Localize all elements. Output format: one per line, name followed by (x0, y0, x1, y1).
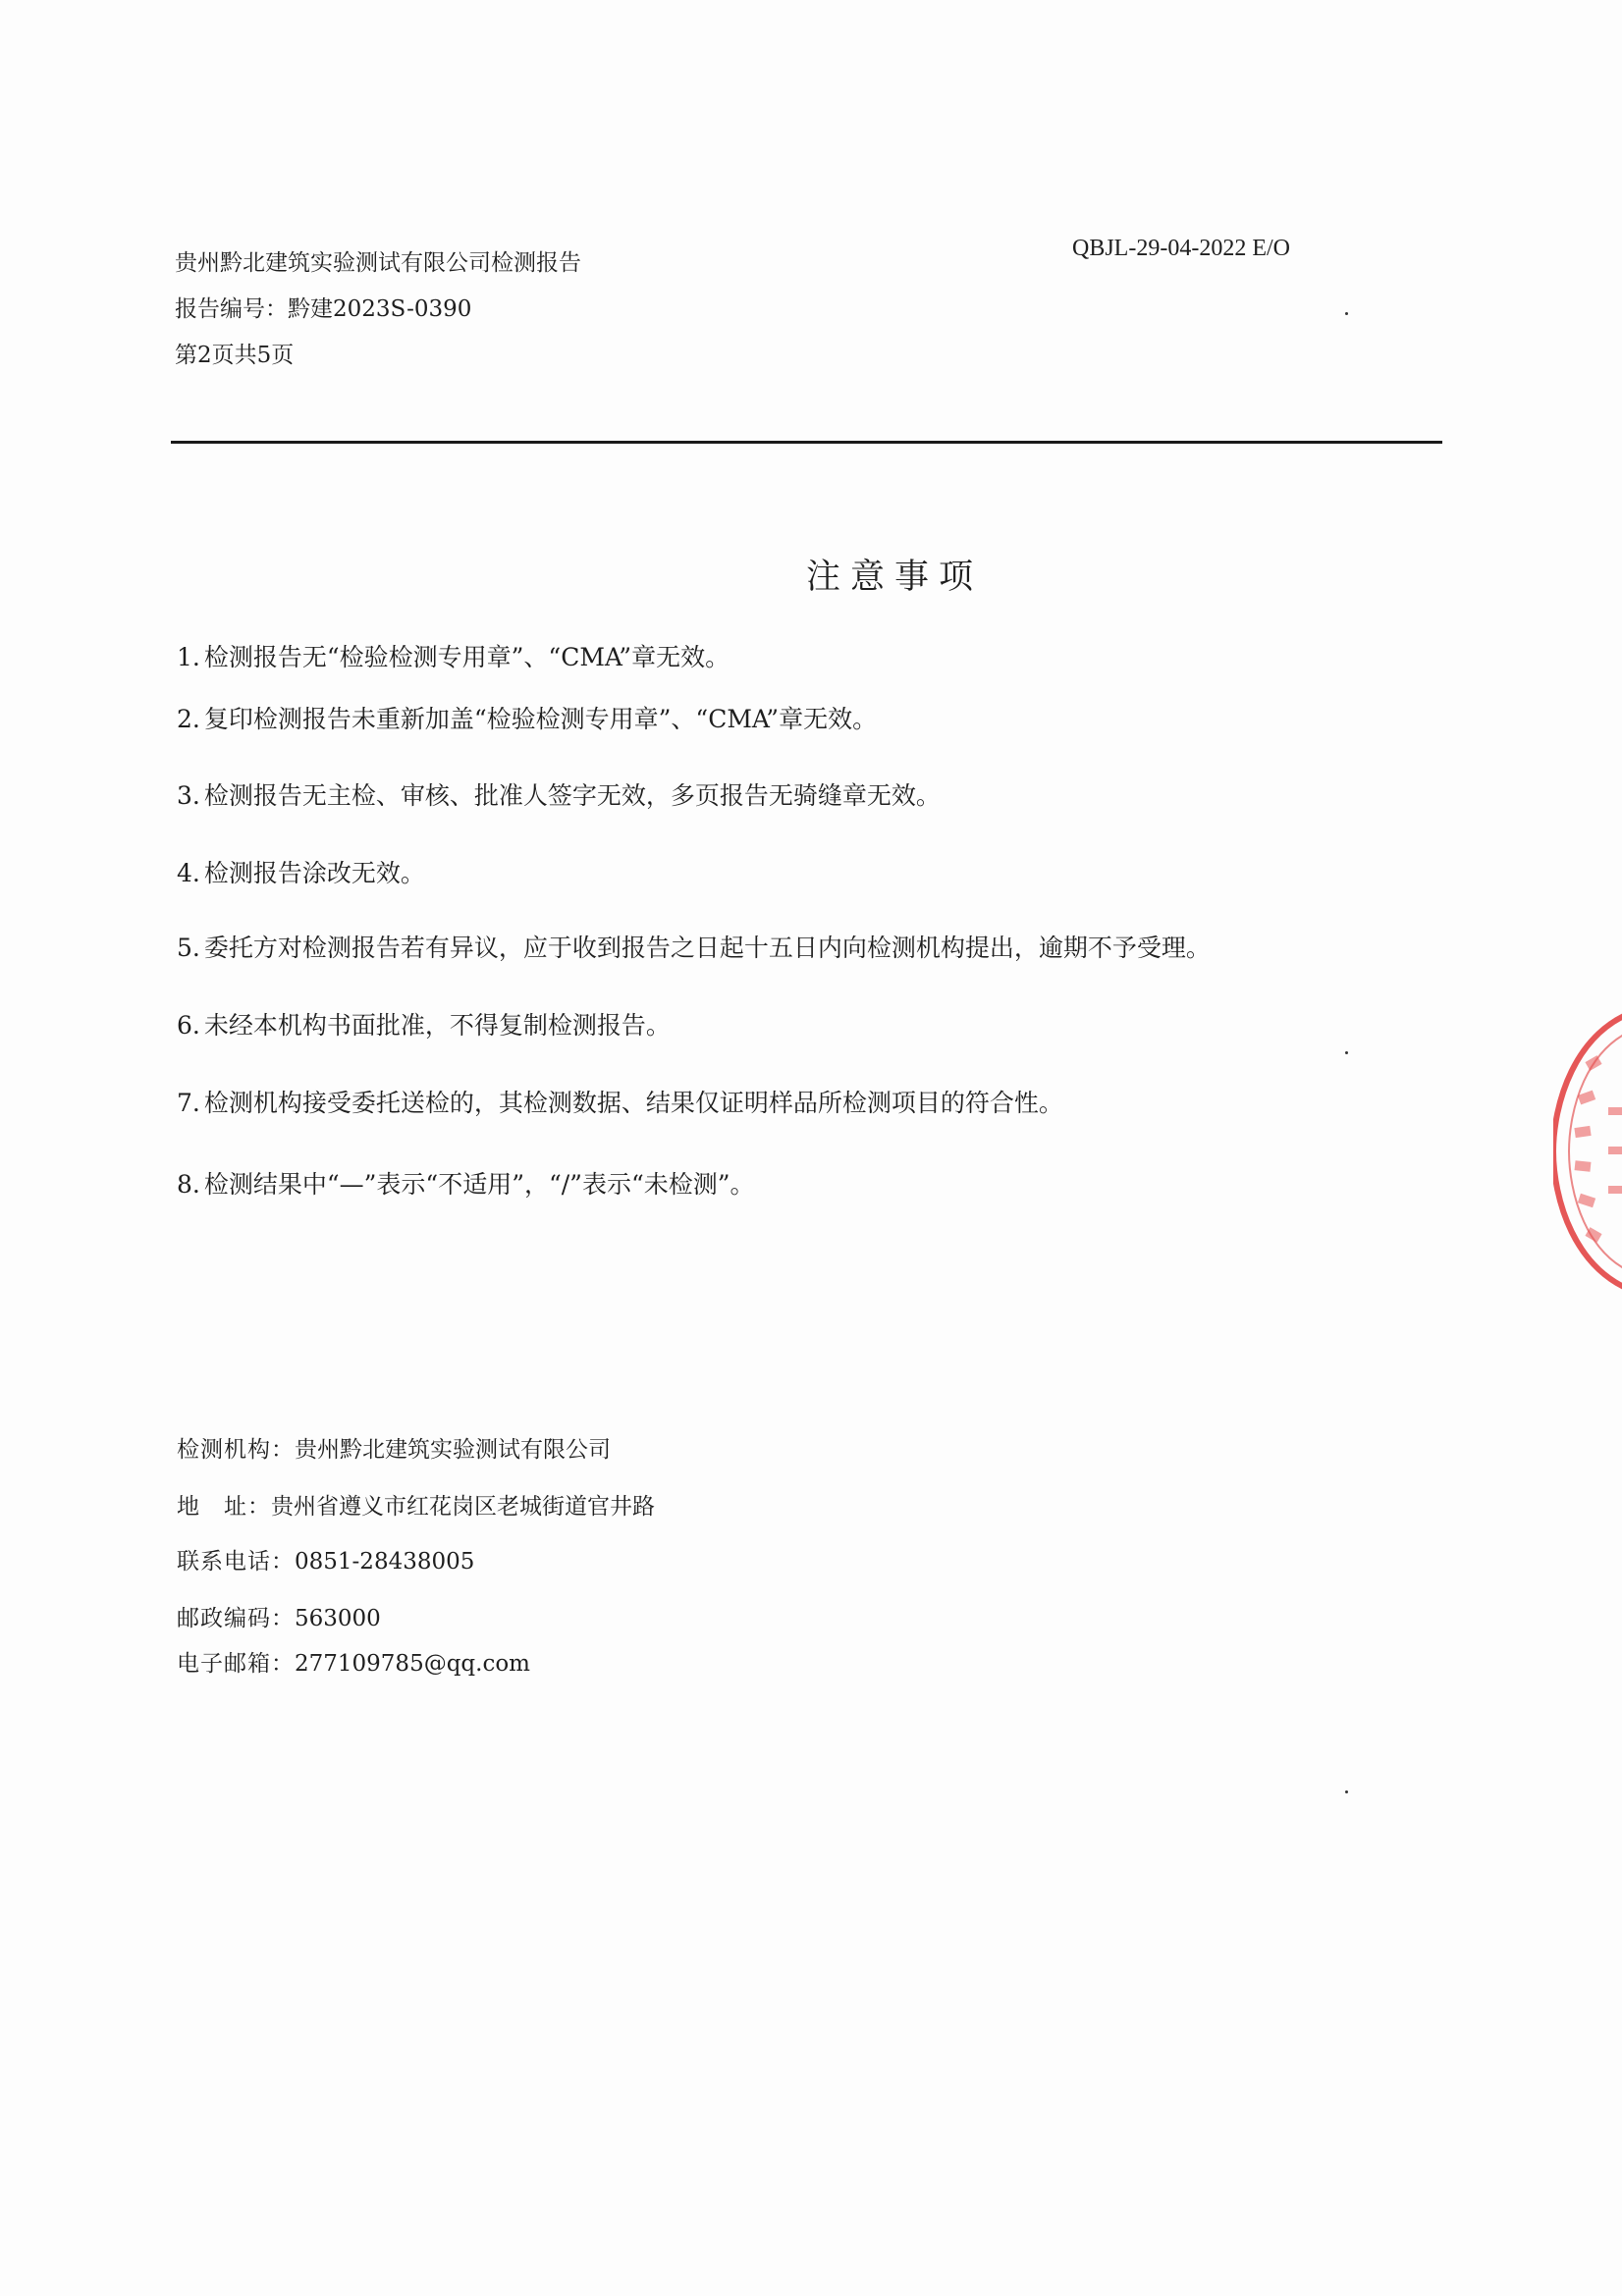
red-seal-stamp-icon (1553, 999, 1622, 1304)
notice-item: 7. 检测机构接受委托送检的，其检测数据、结果仅证明样品所检测项目的符合性。 (177, 1089, 1063, 1117)
page-info: 第2页共5页 (175, 343, 295, 368)
phone-row: 联系电话：0851-28438005 (177, 1549, 475, 1575)
report-number: 报告编号：黔建2023S-0390 (175, 296, 472, 322)
notice-item: 4. 检测报告涂改无效。 (177, 859, 425, 887)
notice-item: 3. 检测报告无主检、审核、批准人签字无效，多页报告无骑缝章无效。 (177, 781, 941, 810)
notice-item: 8. 检测结果中“—”表示“不适用”，“/”表示“未检测”。 (177, 1170, 755, 1199)
scan-speck (1345, 1051, 1348, 1054)
notice-item: 2. 复印检测报告未重新加盖“检验检测专用章”、“CMA”章无效。 (177, 705, 878, 733)
institution-row: 检测机构：贵州黔北建筑实验测试有限公司 (177, 1437, 611, 1463)
scan-speck (1345, 312, 1348, 315)
address-row: 地 址：贵州省遵义市红花岗区老城街道官井路 (177, 1494, 655, 1520)
page-title: 注意事项 (805, 558, 983, 597)
document-code: QBJL-29-04-2022 E/O (1072, 236, 1290, 261)
header-divider (171, 441, 1442, 444)
notice-item: 6. 未经本机构书面批准，不得复制检测报告。 (177, 1011, 671, 1040)
notice-item: 1. 检测报告无“检验检测专用章”、“CMA”章无效。 (177, 643, 730, 671)
email-row: 电子邮箱：277109785@qq.com (177, 1651, 530, 1677)
scan-speck (1345, 1790, 1348, 1793)
company-report-title: 贵州黔北建筑实验测试有限公司检测报告 (175, 250, 581, 276)
notice-item: 5. 委托方对检测报告若有异议，应于收到报告之日起十五日内向检测机构提出，逾期不予受理。 (177, 934, 1211, 962)
report-header (175, 240, 581, 379)
postcode-row: 邮政编码：563000 (177, 1606, 381, 1631)
